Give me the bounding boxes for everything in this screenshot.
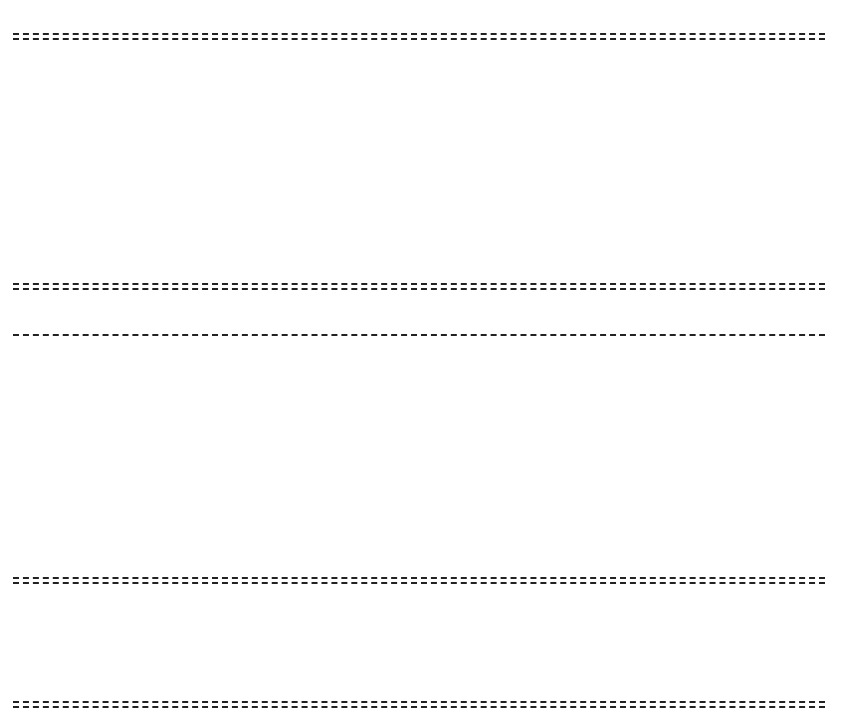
divider-double	[13, 283, 825, 290]
divider-double	[13, 701, 825, 708]
divider-double	[13, 577, 825, 584]
divider-single	[13, 334, 825, 336]
divider-double	[13, 33, 825, 40]
